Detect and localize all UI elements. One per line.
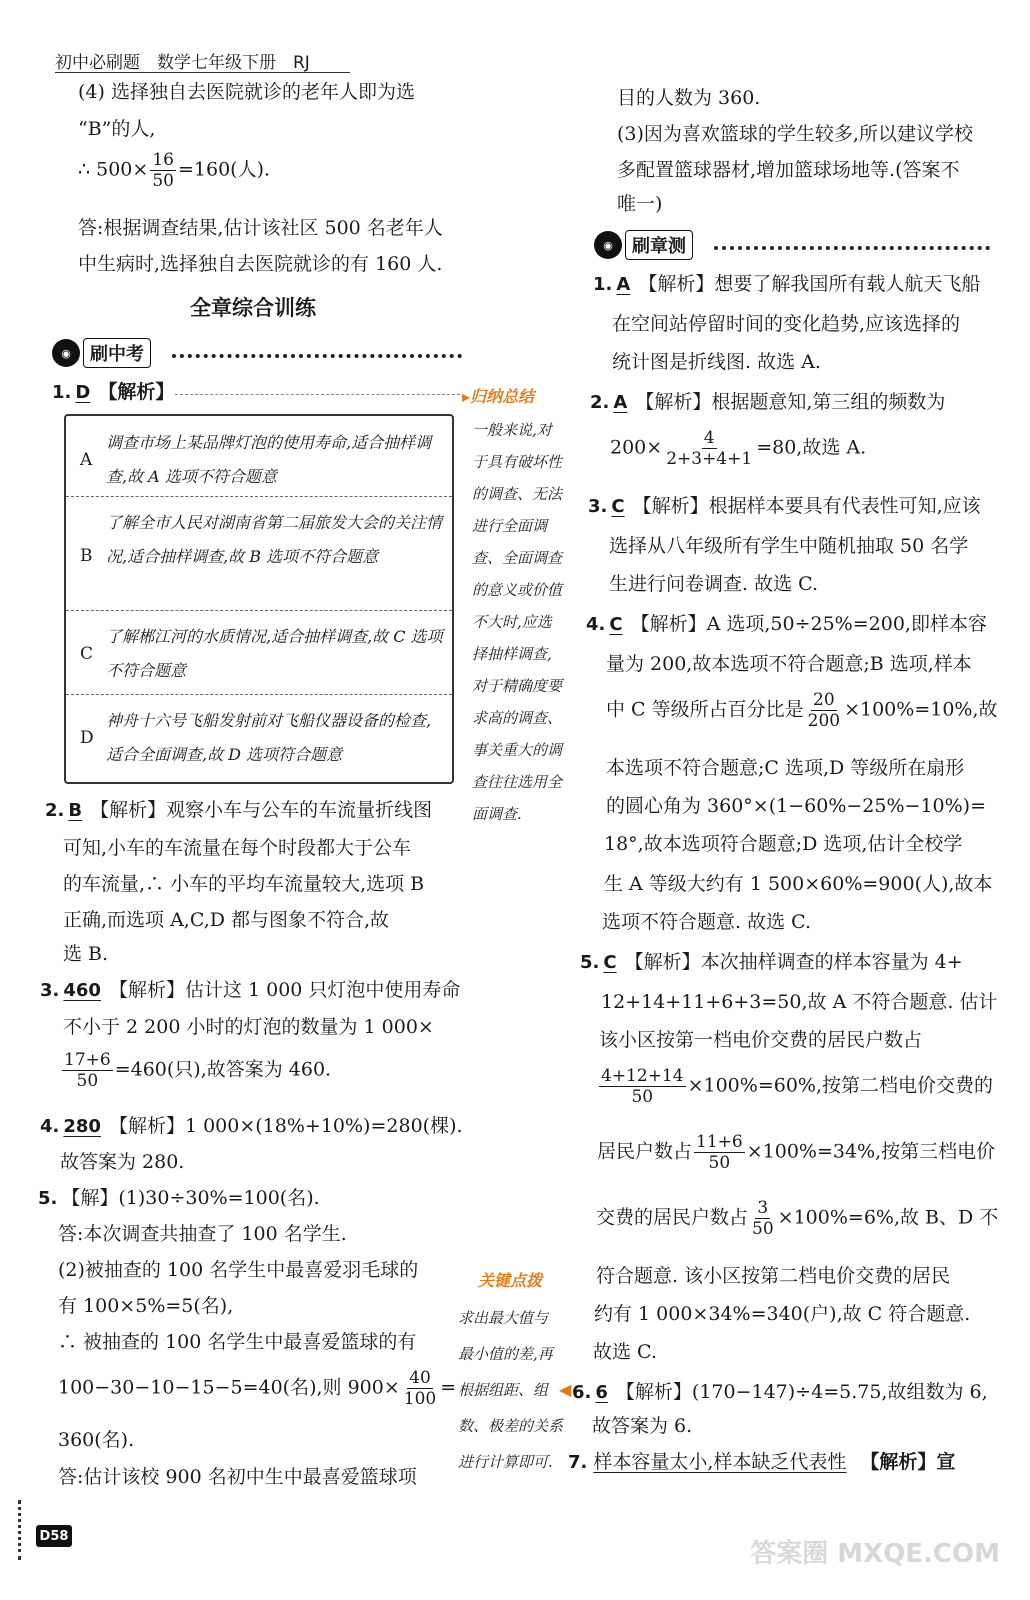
r-q4-line: 本选项不符合题意;C 选项,D 等级所在扇形 bbox=[606, 757, 965, 779]
l-p4-calc bbox=[78, 150, 270, 191]
q-answer: C bbox=[611, 496, 625, 517]
option-letter: C bbox=[80, 644, 94, 664]
r-q5-line4 bbox=[597, 1066, 993, 1107]
dotted-rule bbox=[714, 246, 990, 250]
header-rule bbox=[55, 72, 350, 73]
r-q5-line: 符合题意. 该小区按第二档电价交费的居民 bbox=[596, 1265, 951, 1287]
calc-prefix: 100−30−10−15−5=40(名),则 900× bbox=[58, 1376, 400, 1399]
frac-den: 200 bbox=[807, 711, 841, 731]
watermark: 答案圈 MXQE.COM bbox=[750, 1539, 1000, 1569]
frac-num: 17+6 bbox=[64, 1050, 111, 1070]
badge-icon: ◉ bbox=[594, 231, 622, 259]
r-q5-line6 bbox=[596, 1198, 998, 1239]
badge-zhangce bbox=[594, 230, 693, 260]
q-line: 【解析】1 000×(18%+10%)=280(棵). bbox=[108, 1115, 463, 1137]
l-p4-line1: (4) 选择独自去医院就诊的老年人即为选 bbox=[78, 81, 415, 103]
r-q1-line: 在空间站停留时间的变化趋势,应该选择的 bbox=[612, 313, 961, 335]
l-p4-ans2: 中生病时,选择独自去医院就诊的有 160 人. bbox=[78, 253, 443, 275]
l-q2-line: 选 B. bbox=[63, 943, 109, 965]
note-line: 择抽样调查, bbox=[472, 645, 552, 663]
frac-den: 100 bbox=[403, 1389, 437, 1409]
r-q4-line: 量为 200,故本选项不符合题意;B 选项,样本 bbox=[606, 653, 972, 675]
q-line: 【解析】估计这 1 000 只灯泡中使用寿命 bbox=[108, 979, 461, 1001]
option-text: 神舟十六号飞船发射前对飞船仪器设备的检查,适合全面调查,故 D 选项符合题意 bbox=[106, 711, 432, 764]
q-line: 【解析】A 选项,50÷25%=200,即样本容 bbox=[630, 613, 987, 635]
l-q5-line: 答:本次调查共抽查了 100 名学生. bbox=[58, 1223, 347, 1245]
l-q5-line: ∴ 被抽查的 100 名学生中最喜爱篮球的有 bbox=[58, 1331, 417, 1353]
frac-den: 50 bbox=[631, 1087, 654, 1107]
dotted-rule bbox=[172, 354, 462, 358]
l-q5-line: 答:估计该校 900 名初中生中最喜爱篮球项 bbox=[58, 1466, 417, 1488]
l-q5-line: (2)被抽查的 100 名学生中最喜爱羽毛球的 bbox=[58, 1259, 419, 1281]
fraction bbox=[664, 428, 754, 469]
note-line: 面调查. bbox=[472, 805, 522, 823]
q-line: 【解析】本次抽样调查的样本容量为 4+ bbox=[624, 951, 963, 973]
q-answer: 460 bbox=[63, 980, 101, 1001]
l-q3-head bbox=[40, 978, 460, 1002]
calc-suffix: =460(只),故答案为 460. bbox=[114, 1058, 332, 1081]
q-number: 2. bbox=[45, 800, 65, 821]
r-q4-line3 bbox=[606, 690, 998, 731]
calc-prefix: 交费的居民户数占 bbox=[596, 1206, 749, 1229]
q-number: 3. bbox=[588, 496, 608, 517]
frac-num: 4 bbox=[703, 428, 715, 448]
fraction bbox=[806, 690, 842, 731]
q-answer: 280 bbox=[63, 1116, 101, 1137]
r-q1-head bbox=[593, 272, 980, 296]
l-q4-line2: 故答案为 280. bbox=[60, 1151, 185, 1173]
q-number: 1. bbox=[593, 274, 613, 295]
q-answer: 6 bbox=[595, 1382, 608, 1403]
calc-suffix: ×100%=10%,故 bbox=[844, 698, 998, 721]
side-note-summary bbox=[472, 414, 562, 830]
q-number: 5. bbox=[580, 952, 600, 973]
q-answer: B bbox=[68, 800, 83, 821]
l-q5-line: 360(名). bbox=[58, 1429, 135, 1451]
fraction bbox=[694, 1132, 745, 1173]
r-q4-line: 生 A 等级大约有 1 500×60%=900(人),故本 bbox=[604, 873, 993, 895]
fraction bbox=[599, 1066, 686, 1107]
frac-num: 20 bbox=[813, 690, 835, 710]
q-number: 2. bbox=[590, 392, 610, 413]
l-q5-head bbox=[38, 1186, 320, 1210]
q-line: 【解】(1)30÷30%=100(名). bbox=[61, 1187, 320, 1209]
q-answer: C bbox=[603, 952, 617, 973]
r-q6-line: 故答案为 6. bbox=[592, 1415, 693, 1437]
calc-suffix: ×100%=34%,按第三档电价 bbox=[746, 1140, 996, 1163]
frac-den: 50 bbox=[752, 1219, 774, 1239]
q-number: 7. bbox=[568, 1452, 588, 1473]
frac-den: 2+3+4+1 bbox=[666, 449, 753, 469]
r-q7-head bbox=[568, 1450, 955, 1474]
note-line: 事关重大的调 bbox=[472, 741, 563, 759]
option-letter: A bbox=[80, 450, 93, 470]
r-q6-head bbox=[572, 1380, 988, 1404]
r-q5-line: 该小区按第一档电价交费的居民户数占 bbox=[599, 1029, 923, 1051]
q-answer: A bbox=[613, 392, 628, 413]
r-top-line: 多配置篮球器材,增加篮球场地等.(答案不 bbox=[617, 159, 960, 181]
l-q3-line3 bbox=[60, 1050, 331, 1091]
r-q4-line: 18°,故本选项符合题意;D 选项,估计全校学 bbox=[604, 833, 963, 855]
calc-prefix: ∴ 500× bbox=[78, 158, 149, 181]
note-line: 数、极差的关系 bbox=[458, 1417, 564, 1435]
side-title-key: 关键点拨 bbox=[478, 1271, 543, 1290]
frac-num: 16 bbox=[152, 150, 174, 170]
option-text: 了解郴江河的水质情况,适合抽样调查,故 C 选项不符合题意 bbox=[106, 627, 443, 680]
options-box bbox=[64, 414, 454, 784]
fraction bbox=[750, 1198, 776, 1239]
r-q5-line: 12+14+11+6+3=50,故 A 不符合题意. 估计 bbox=[601, 991, 998, 1013]
note-line: 求高的调查、 bbox=[472, 709, 563, 727]
r-q2-calc bbox=[610, 428, 866, 469]
badge-icon: ◉ bbox=[52, 339, 80, 367]
l-q3-line2: 不小于 2 200 小时的灯泡的数量为 1 000× bbox=[63, 1016, 434, 1038]
side-note-key bbox=[458, 1300, 563, 1480]
r-q5-line5 bbox=[597, 1132, 995, 1173]
fraction bbox=[402, 1368, 438, 1409]
r-top-line: 目的人数为 360. bbox=[617, 87, 761, 109]
q-line: 【解析】根据题意知,第三组的频数为 bbox=[635, 391, 946, 413]
note-line: 于具有破坏性 bbox=[472, 453, 563, 471]
r-q4-line: 的圆心角为 360°×(1−60%−25%−10%)= bbox=[606, 795, 987, 817]
l-q5-line: 有 100×5%=5(名), bbox=[58, 1295, 234, 1317]
r-q2-head bbox=[590, 390, 945, 414]
q1-dashed-rule bbox=[175, 394, 460, 395]
q-tag: 【解析】宣 bbox=[860, 1451, 956, 1473]
fraction bbox=[150, 150, 176, 191]
note-line: 的调查、无法 bbox=[472, 485, 563, 503]
r-top-line: 唯一) bbox=[617, 193, 663, 215]
note-line: 一般来说,对 bbox=[472, 421, 552, 439]
note-line: 的意义或价值 bbox=[472, 581, 563, 599]
q-line: 【解析】观察小车与公车的车流量折线图 bbox=[90, 799, 433, 821]
q-number: 6. bbox=[572, 1382, 592, 1403]
r-top-line: (3)因为喜欢篮球的学生较多,所以建议学校 bbox=[617, 123, 973, 145]
note-line: 查、全面调查 bbox=[472, 549, 563, 567]
r-q1-line: 统计图是折线图. 故选 A. bbox=[612, 351, 821, 373]
r-q3-line: 选择从八年级所有学生中随机抽取 50 名学 bbox=[609, 535, 969, 557]
badge-zhongkao bbox=[52, 338, 151, 368]
page-header: 初中必刷题 数学七年级下册 RJ bbox=[55, 53, 310, 73]
side-title-text: 归纳总结 bbox=[470, 387, 535, 406]
badge-label: 刷中考 bbox=[83, 338, 151, 368]
section-title: 全章综合训练 bbox=[190, 296, 316, 320]
l-q2-line: 可知,小车的车流量在每个时段都大于公车 bbox=[63, 837, 412, 859]
q-answer: D bbox=[75, 382, 91, 403]
q-number: 1. bbox=[52, 382, 72, 403]
q-answer: A bbox=[616, 274, 631, 295]
option-row bbox=[66, 496, 452, 611]
q-answer: C bbox=[609, 614, 623, 635]
calc-suffix: = bbox=[440, 1376, 457, 1399]
r-q3-line: 生进行问卷调查. 故选 C. bbox=[609, 573, 819, 595]
option-letter: B bbox=[80, 546, 93, 566]
l-q2-line: 的车流量,∴ 小车的平均车流量较大,选项 B bbox=[63, 873, 425, 895]
calc-suffix: ×100%=6%,故 B、D 不 bbox=[777, 1206, 999, 1229]
l-p4-line2: “B”的人, bbox=[78, 118, 156, 140]
option-row bbox=[66, 610, 452, 695]
page-number: D58 bbox=[36, 1525, 72, 1547]
fraction bbox=[62, 1050, 113, 1091]
q-tag: 【解析】 bbox=[98, 381, 175, 403]
note-line: 对于精确度要 bbox=[472, 677, 563, 695]
r-q4-head bbox=[586, 612, 987, 636]
frac-den: 50 bbox=[76, 1071, 99, 1091]
q-number: 3. bbox=[40, 980, 60, 1001]
note-line: 进行计算即可. bbox=[458, 1453, 553, 1471]
l-q5-line6 bbox=[58, 1368, 456, 1409]
calc-prefix: 中 C 等级所占百分比是 bbox=[606, 698, 804, 721]
footer-dots bbox=[18, 1500, 21, 1560]
l-p4-ans1: 答:根据调查结果,估计该社区 500 名老年人 bbox=[78, 217, 443, 239]
frac-num: 3 bbox=[757, 1198, 769, 1218]
l-q1-head bbox=[52, 380, 174, 404]
frac-den: 50 bbox=[708, 1153, 731, 1173]
q-number: 4. bbox=[40, 1116, 60, 1137]
calc-suffix: ×100%=60%,按第二档电价交费的 bbox=[687, 1074, 994, 1097]
q-line: 【解析】根据样本要具有代表性可知,应该 bbox=[632, 495, 981, 517]
note-line: 进行全面调 bbox=[472, 517, 548, 535]
frac-num: 4+12+14 bbox=[601, 1066, 684, 1086]
option-text: 调查市场上某品牌灯泡的使用寿命,适合抽样调查,故 A 选项不符合题意 bbox=[106, 433, 432, 486]
option-text: 了解全市人民对湖南省第二届旅发大会的关注情况,适合抽样调查,故 B 选项不符合题意 bbox=[106, 513, 443, 566]
calc-prefix: 200× bbox=[610, 436, 663, 459]
note-line: 根据组距、组 bbox=[458, 1381, 549, 1399]
frac-den: 50 bbox=[152, 171, 174, 191]
q-line: 【解析】(170−147)÷4=5.75,故组数为 6, bbox=[615, 1381, 988, 1403]
q-answer: 样本容量太小,样本缺乏代表性 bbox=[593, 1451, 847, 1473]
option-row bbox=[66, 416, 452, 497]
pointer-arrow-icon: ◀ bbox=[559, 1380, 572, 1399]
calc-suffix: =160(人). bbox=[177, 158, 271, 181]
r-q5-line: 约有 1 000×34%=340(户),故 C 符合题意. bbox=[594, 1303, 971, 1325]
q-number: 4. bbox=[586, 614, 606, 635]
note-line: 不大时,应选 bbox=[472, 613, 552, 631]
badge-label: 刷章测 bbox=[625, 230, 693, 260]
l-q4-head bbox=[40, 1114, 463, 1138]
r-q4-line: 选项不符合题意. 故选 C. bbox=[602, 911, 812, 933]
calc-suffix: =80,故选 A. bbox=[756, 436, 867, 459]
q-line: 【解析】想要了解我国所有载人航天飞船 bbox=[638, 273, 981, 295]
frac-num: 11+6 bbox=[696, 1132, 743, 1152]
frac-num: 40 bbox=[409, 1368, 431, 1388]
r-q5-line: 故选 C. bbox=[593, 1341, 657, 1363]
option-row bbox=[66, 694, 452, 778]
side-title-summary: ▸归纳总结 bbox=[462, 387, 535, 406]
l-q2-line: 正确,而选项 A,C,D 都与图象不符合,故 bbox=[63, 909, 390, 931]
l-q2-head bbox=[45, 798, 432, 822]
r-q5-head bbox=[580, 950, 963, 974]
calc-prefix: 居民户数占 bbox=[597, 1140, 693, 1163]
option-letter: D bbox=[80, 728, 94, 748]
note-line: 查往往选用全 bbox=[472, 773, 563, 791]
note-line: 求出最大值与 bbox=[458, 1309, 549, 1327]
note-line: 最小值的差,再 bbox=[458, 1345, 553, 1363]
r-q3-head bbox=[588, 494, 981, 518]
q-number: 5. bbox=[38, 1188, 58, 1209]
